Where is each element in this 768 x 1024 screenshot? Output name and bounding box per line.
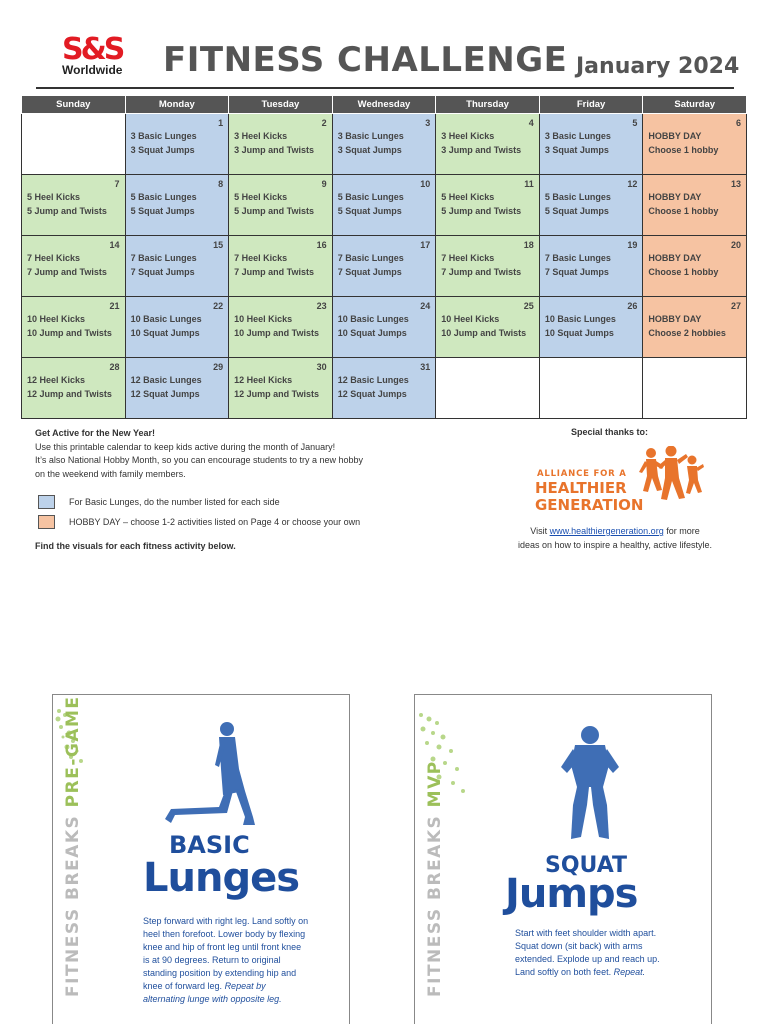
calendar-day-cell [332, 235, 436, 296]
month-label: January 2024 [576, 54, 740, 79]
activity-line: 12 Basic Lunges [337, 374, 409, 385]
calendar-week-row [22, 113, 747, 174]
activity-line: 10 Squat Jumps [544, 327, 614, 338]
activity-line: 7 Heel Kicks [441, 252, 495, 263]
activity-line: HOBBY DAY [648, 313, 702, 324]
activity-line: 10 Jump and Twists [27, 327, 112, 338]
activity-line: 7 Squat Jumps [337, 266, 402, 277]
info-line: Use this printable calendar to keep kids active during the month of January! [35, 441, 336, 452]
card-side-label: FITNESS BREAKS MVP [425, 760, 445, 997]
activity-line: 3 Basic Lunges [130, 130, 197, 141]
calendar-day-cell [229, 235, 333, 296]
calendar-day-cell [643, 174, 747, 235]
thanks-heading: Special thanks to: [571, 427, 649, 437]
weekday-header-row [22, 96, 747, 113]
day-number: 12 [627, 178, 638, 189]
header-divider [36, 87, 734, 89]
activity-line: 3 Basic Lunges [544, 130, 611, 141]
day-number: 13 [730, 178, 741, 189]
ahg-logo-line1: ALLIANCE FOR A [537, 469, 627, 479]
calendar-day-cell [436, 113, 540, 174]
legend-orange-text: HOBBY DAY – choose 1-2 activities listed on Page 4 or choose your own [69, 517, 361, 527]
healthiergeneration-link[interactable]: www.healthiergeneration.org [549, 526, 664, 536]
weekday-header: Tuesday [229, 96, 333, 113]
activity-line: 5 Basic Lunges [544, 191, 611, 202]
activity-line: 7 Heel Kicks [27, 252, 81, 263]
activity-line: 10 Basic Lunges [130, 313, 202, 324]
calendar-day-cell [22, 296, 126, 357]
activity-line: HOBBY DAY [648, 252, 702, 263]
calendar-day-cell [229, 113, 333, 174]
day-number: 2 [321, 117, 327, 128]
day-number: 18 [523, 239, 534, 250]
day-number: 26 [627, 300, 638, 311]
calendar-day-cell [22, 235, 126, 296]
card-title-large: Jumps [505, 871, 638, 917]
calendar-day-cell [539, 235, 643, 296]
calendar-day-cell [643, 235, 747, 296]
calendar-day-cell [229, 296, 333, 357]
legend-swatch-orange [38, 515, 55, 529]
calendar-day-cell [332, 113, 436, 174]
activity-line: 7 Heel Kicks [234, 252, 288, 263]
day-number: 19 [627, 239, 638, 250]
activity-line: 10 Jump and Twists [441, 327, 527, 338]
page-title: FITNESS CHALLENGE [163, 40, 568, 80]
activity-line: 5 Basic Lunges [337, 191, 404, 202]
day-number: 4 [528, 117, 534, 128]
activity-line: 7 Squat Jumps [544, 266, 609, 277]
activity-line: 7 Squat Jumps [130, 266, 195, 277]
day-number: 31 [420, 361, 431, 372]
weekday-header: Monday [125, 96, 229, 113]
calendar-day-cell [332, 357, 436, 418]
day-number: 1 [218, 117, 224, 128]
activity-line: 10 Squat Jumps [337, 327, 407, 338]
day-number: 16 [316, 239, 327, 250]
day-number: 9 [321, 178, 327, 189]
calendar-day-cell [643, 296, 747, 357]
activity-line: Choose 1 hobby [648, 144, 719, 155]
day-number: 29 [213, 361, 224, 372]
calendar-day-cell [436, 174, 540, 235]
calendar-week-row [22, 235, 747, 296]
legend-swatch-blue [38, 495, 55, 509]
day-number: 14 [109, 239, 120, 250]
card-description: Step forward with right leg. Land softly on heel then forefoot. Lower body by flexing knee and hip of front leg until front knee is at 90 degrees. Return to original standing position by extending hip and knee of forward leg. Repeat by alternating lunge with opposite leg. [143, 916, 309, 1004]
activity-line: 3 Squat Jumps [130, 144, 195, 155]
info-line: It’s also National Hobby Month, so you can encourage students to try a new hobby [35, 455, 364, 465]
lunge-figure-icon [163, 721, 273, 829]
logo-subtitle: Worldwide [62, 63, 123, 77]
activity-line: 5 Squat Jumps [544, 205, 609, 216]
squat-figure-icon [555, 725, 625, 849]
activity-line: Choose 2 hobbies [648, 327, 726, 338]
info-block [35, 427, 435, 481]
card-side-label: FITNESS BREAKS PRE-GAME [63, 695, 83, 997]
weekday-header: Thursday [436, 96, 540, 113]
calendar-empty-cell [643, 357, 747, 418]
activity-line: 12 Heel Kicks [27, 374, 86, 385]
activity-line: 10 Basic Lunges [544, 313, 616, 324]
card-title-small: SQUAT [545, 853, 628, 878]
day-number: 24 [420, 300, 431, 311]
day-number: 27 [730, 300, 741, 311]
calendar-empty-cell [22, 113, 126, 174]
calendar-day-cell [436, 235, 540, 296]
activity-line: 12 Squat Jumps [337, 388, 407, 399]
activity-line: 3 Basic Lunges [337, 130, 404, 141]
calendar-week-row [22, 296, 747, 357]
visit-text: Visit www.healthiergeneration.org for more ideas on how to inspire a healthy, active lifestyle. [518, 526, 712, 550]
logo-mark: S&S [62, 32, 123, 67]
basic-lunges-card [52, 694, 350, 1024]
weekday-header: Sunday [22, 96, 126, 113]
card-title-large: Lunges [143, 855, 300, 901]
calendar-day-cell [125, 296, 229, 357]
day-number: 21 [109, 300, 120, 311]
activity-line: 3 Heel Kicks [234, 130, 288, 141]
calendar-day-cell [332, 296, 436, 357]
legend-blue-text: For Basic Lunges, do the number listed for each side [69, 497, 280, 507]
day-number: 20 [730, 239, 741, 250]
day-number: 25 [523, 300, 534, 311]
card-description: Start with feet shoulder width apart. Squat down (sit back) with arms extended. Explode up and reach up. Land softly on both feet. Repeat. [515, 928, 660, 977]
calendar-day-cell [22, 174, 126, 235]
activity-line: 3 Squat Jumps [544, 144, 609, 155]
activity-line: 12 Heel Kicks [234, 374, 293, 385]
ahg-logo-line2: HEALTHIER GENERATION [535, 479, 644, 514]
activity-line: 3 Heel Kicks [441, 130, 495, 141]
activity-line: 3 Squat Jumps [337, 144, 402, 155]
calendar-day-cell [539, 113, 643, 174]
calendar-day-cell [125, 174, 229, 235]
weekday-header: Wednesday [332, 96, 436, 113]
day-number: 6 [735, 117, 741, 128]
healthier-generation-logo [533, 446, 703, 518]
ss-worldwide-logo [62, 32, 132, 84]
calendar-day-cell [125, 113, 229, 174]
activity-line: 5 Squat Jumps [130, 205, 195, 216]
day-number: 11 [524, 178, 534, 189]
activity-line: 10 Squat Jumps [130, 327, 200, 338]
calendar-day-cell [22, 357, 126, 418]
legend-orange [38, 515, 360, 529]
activity-line: 5 Jump and Twists [234, 205, 314, 216]
activity-line: 10 Jump and Twists [234, 327, 319, 338]
activity-line: 5 Squat Jumps [337, 205, 402, 216]
activity-line: 12 Jump and Twists [234, 388, 319, 399]
calendar-empty-cell [539, 357, 643, 418]
activity-line: HOBBY DAY [648, 191, 702, 202]
legend-blue [38, 495, 280, 509]
calendar-empty-cell [436, 357, 540, 418]
activity-line: 12 Jump and Twists [27, 388, 112, 399]
activity-line: 5 Basic Lunges [130, 191, 197, 202]
day-number: 8 [218, 178, 224, 189]
running-kids-icon [638, 446, 704, 504]
day-number: 5 [632, 117, 638, 128]
activity-line: 7 Basic Lunges [544, 252, 611, 263]
activity-line: 5 Jump and Twists [441, 205, 522, 216]
day-number: 3 [425, 117, 431, 128]
activity-line: 5 Heel Kicks [234, 191, 288, 202]
activity-line: 5 Heel Kicks [441, 191, 495, 202]
day-number: 15 [213, 239, 224, 250]
activity-line: 3 Jump and Twists [234, 144, 314, 155]
squat-jumps-card [414, 694, 712, 1024]
calendar-day-cell [539, 174, 643, 235]
calendar-day-cell [125, 235, 229, 296]
activity-line: 7 Basic Lunges [130, 252, 197, 263]
activity-line: 5 Heel Kicks [27, 191, 81, 202]
activity-line: 12 Basic Lunges [130, 374, 202, 385]
calendar-day-cell [125, 357, 229, 418]
info-heading: Get Active for the New Year! [35, 428, 156, 438]
calendar-day-cell [436, 296, 540, 357]
day-number: 30 [316, 361, 327, 372]
activity-line: 5 Jump and Twists [27, 205, 107, 216]
day-number: 7 [114, 178, 120, 189]
calendar-day-cell [332, 174, 436, 235]
weekday-header: Saturday [643, 96, 747, 113]
calendar-grid [21, 96, 747, 419]
calendar-day-cell [539, 296, 643, 357]
day-number: 28 [109, 361, 120, 372]
calendar-day-cell [643, 113, 747, 174]
activity-line: Choose 1 hobby [648, 266, 719, 277]
day-number: 10 [420, 178, 431, 189]
calendar-day-cell [229, 357, 333, 418]
activity-line: 12 Squat Jumps [130, 388, 200, 399]
activity-line: 3 Jump and Twists [441, 144, 522, 155]
activity-line: Choose 1 hobby [648, 205, 719, 216]
calendar-week-row [22, 357, 747, 418]
find-visuals-note: Find the visuals for each fitness activity below. [35, 541, 236, 551]
card-title-small: BASIC [169, 831, 250, 859]
day-number: 22 [213, 300, 224, 311]
activity-line: 10 Heel Kicks [27, 313, 86, 324]
activity-line: 10 Basic Lunges [337, 313, 409, 324]
calendar-week-row [22, 174, 747, 235]
activity-line: 7 Jump and Twists [27, 266, 107, 277]
weekday-header: Friday [539, 96, 643, 113]
activity-line: 7 Basic Lunges [337, 252, 404, 263]
info-line: on the weekend with family members. [35, 468, 186, 479]
day-number: 23 [316, 300, 327, 311]
activity-line: HOBBY DAY [648, 130, 702, 141]
day-number: 17 [420, 239, 431, 250]
activity-line: 10 Heel Kicks [441, 313, 500, 324]
calendar-day-cell [229, 174, 333, 235]
activity-line: 7 Jump and Twists [441, 266, 522, 277]
activity-line: 10 Heel Kicks [234, 313, 293, 324]
activity-line: 7 Jump and Twists [234, 266, 314, 277]
